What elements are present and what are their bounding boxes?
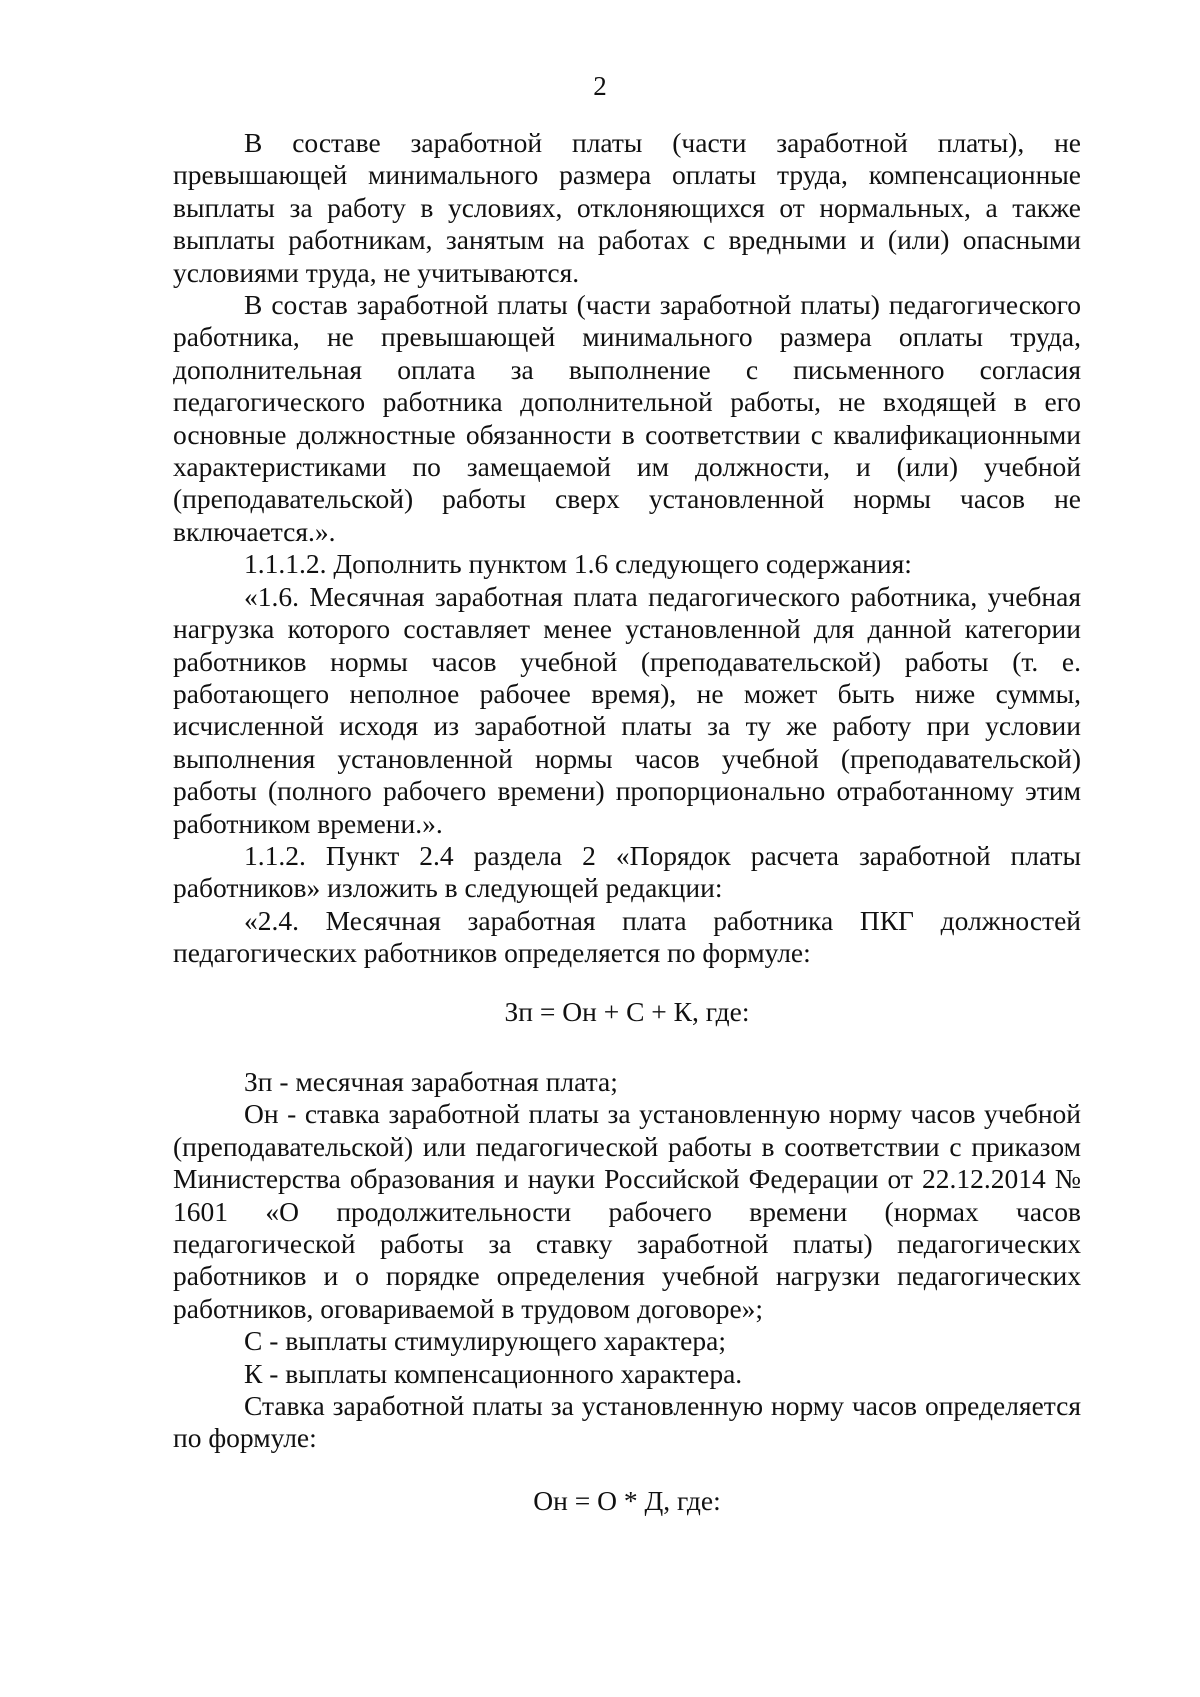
definition-on: Он - ставка заработной платы за установленную норму часов учебной (преподавательской) или педагогической работы в соответствии с приказом Министерства образования и науки Российской Федерации от 22.12.2014 № 1601 «О продолжительности рабочего времени (нормах часов педагогической работы за ставку заработной платы) педагогических работников и о порядке определения учебной нагрузки педагогических работников, оговариваемой в трудовом договоре»; (173, 1098, 1081, 1324)
document-body (173, 127, 1081, 1517)
page-number: 2 (593, 71, 607, 101)
paragraph-rate-formula-intro: Ставка заработной платы за установленную норму часов определяется по формуле: (173, 1390, 1081, 1454)
definition-s: С - выплаты стимулирующего характера; (244, 1325, 726, 1357)
definition-zp: Зп - месячная заработная плата; (244, 1065, 618, 1097)
formula-rate: Он = О * Д, где: (533, 1484, 721, 1516)
paragraph-pedagogical-salary-composition: В состав заработной платы (части заработной платы) педагогического работника, не превышающей минимального размера оплаты труда, дополнительная оплата за выполнение с письменного согласия педагогического работника дополнительной работы, не входящей в его основные должностные обязанности в соответствии с квалификационными характеристиками по замещаемой им должности, и (или) учебной (преподавательской) работы сверх установленной нормы часов не включается.». (173, 289, 1081, 547)
paragraph-clause-1-1-2: 1.1.2. Пункт 2.4 раздела 2 «Порядок расчета заработной платы работников» изложить в следующей редакции: (173, 839, 1081, 904)
paragraph-salary-composition: В составе заработной платы (части заработной платы), не превышающей минимального размера оплаты труда, компенсационные выплаты за работу в условиях, отклоняющихся от нормальных, а также выплаты работникам, занятым на работах с вредными и (или) опасными условиями труда, не учитываются. (173, 127, 1081, 288)
definition-k: К - выплаты компенсационного характера. (244, 1357, 743, 1389)
paragraph-point-1-6: «1.6. Месячная заработная плата педагогического работника, учебная нагрузка которого составляет менее установленной для данной категории работников нормы часов учебной (преподавательской) работы (т. е. работающего неполное рабочее время), не может быть ниже суммы, исчисленной исходя из заработной платы за ту же работу при условии выполнения установленной нормы часов учебной (преподавательской) работы (полного рабочего времени) пропорционально отработанному этим работником времени.». (173, 580, 1081, 839)
formula-monthly-salary: Зп = Он + С + К, где: (504, 995, 750, 1027)
paragraph-clause-1-1-1-2: 1.1.1.2. Дополнить пунктом 1.6 следующего содержания: (244, 548, 912, 580)
paragraph-point-2-4: «2.4. Месячная заработная плата работника ПКГ должностей педагогических работников определяется по формуле: (173, 904, 1081, 969)
